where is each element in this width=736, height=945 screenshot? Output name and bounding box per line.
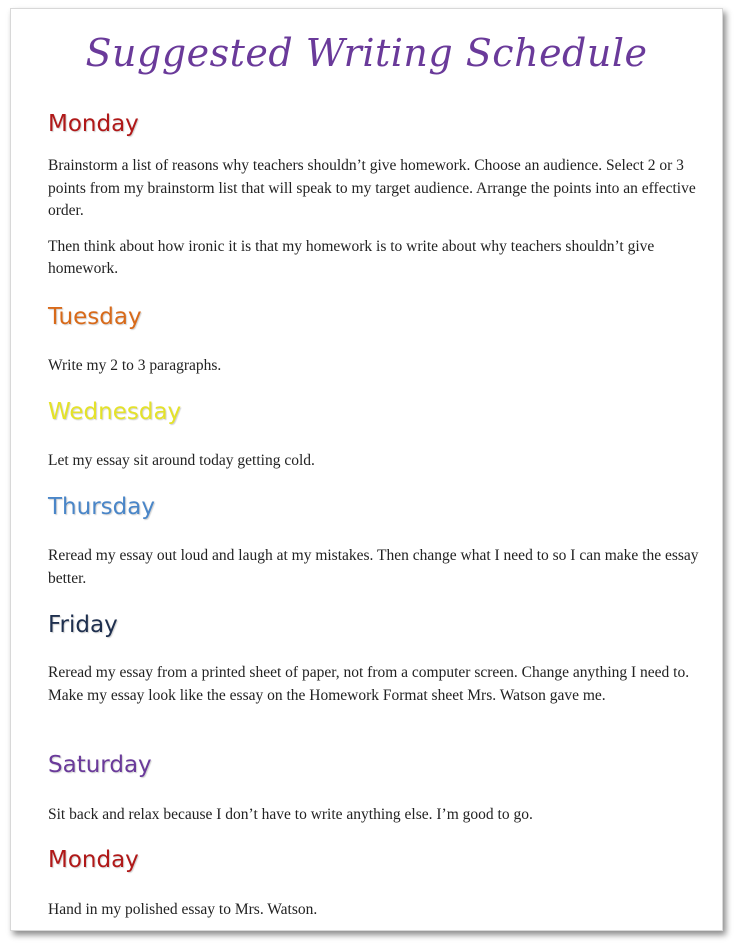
paragraph: Then think about how ironic it is that my homework is to write about why teachers shouldn’t give homework. xyxy=(48,237,655,277)
day-heading-wednesday: Wednesday xyxy=(48,399,182,425)
paragraph: Brainstorm a list of reasons why teachers shouldn’t give homework. Choose an audience. Select 2 or 3 points from my brainstorm list that will speak to my target audience. Arrange the points into an effective order. xyxy=(48,157,696,219)
day-heading-monday: Monday xyxy=(48,111,139,137)
section-body-saturday xyxy=(48,804,708,827)
paragraph: Hand in my polished essay to Mrs. Watson. xyxy=(48,901,318,918)
document-page xyxy=(10,8,723,931)
day-heading-friday: Friday xyxy=(48,612,118,638)
paragraph: Reread my essay out loud and laugh at my mistakes. Then change what I need to so I can make the essay better. xyxy=(48,547,699,587)
paragraph: Reread my essay from a printed sheet of paper, not from a computer screen. Change anything I need to. Make my essay look like the essay on the Homework Format sheet Mrs. Watson gave me. xyxy=(48,664,690,704)
section-body-tuesday xyxy=(48,355,708,378)
section-body-friday xyxy=(48,662,708,707)
section-body-monday-final xyxy=(48,899,708,922)
paragraph: Write my 2 to 3 paragraphs. xyxy=(48,357,222,374)
paragraph: Sit back and relax because I don’t have to write anything else. I’m good to go. xyxy=(48,806,533,823)
section-body-wednesday xyxy=(48,450,708,473)
day-heading-thursday: Thursday xyxy=(48,494,155,520)
day-heading-saturday: Saturday xyxy=(48,752,152,778)
day-heading-monday-final: Monday xyxy=(48,847,139,873)
page-title: Suggested Writing Schedule xyxy=(85,31,648,75)
day-heading-tuesday: Tuesday xyxy=(48,304,142,330)
section-body-monday xyxy=(48,155,708,281)
section-body-thursday xyxy=(48,545,708,590)
paragraph: Let my essay sit around today getting cold. xyxy=(48,452,315,469)
